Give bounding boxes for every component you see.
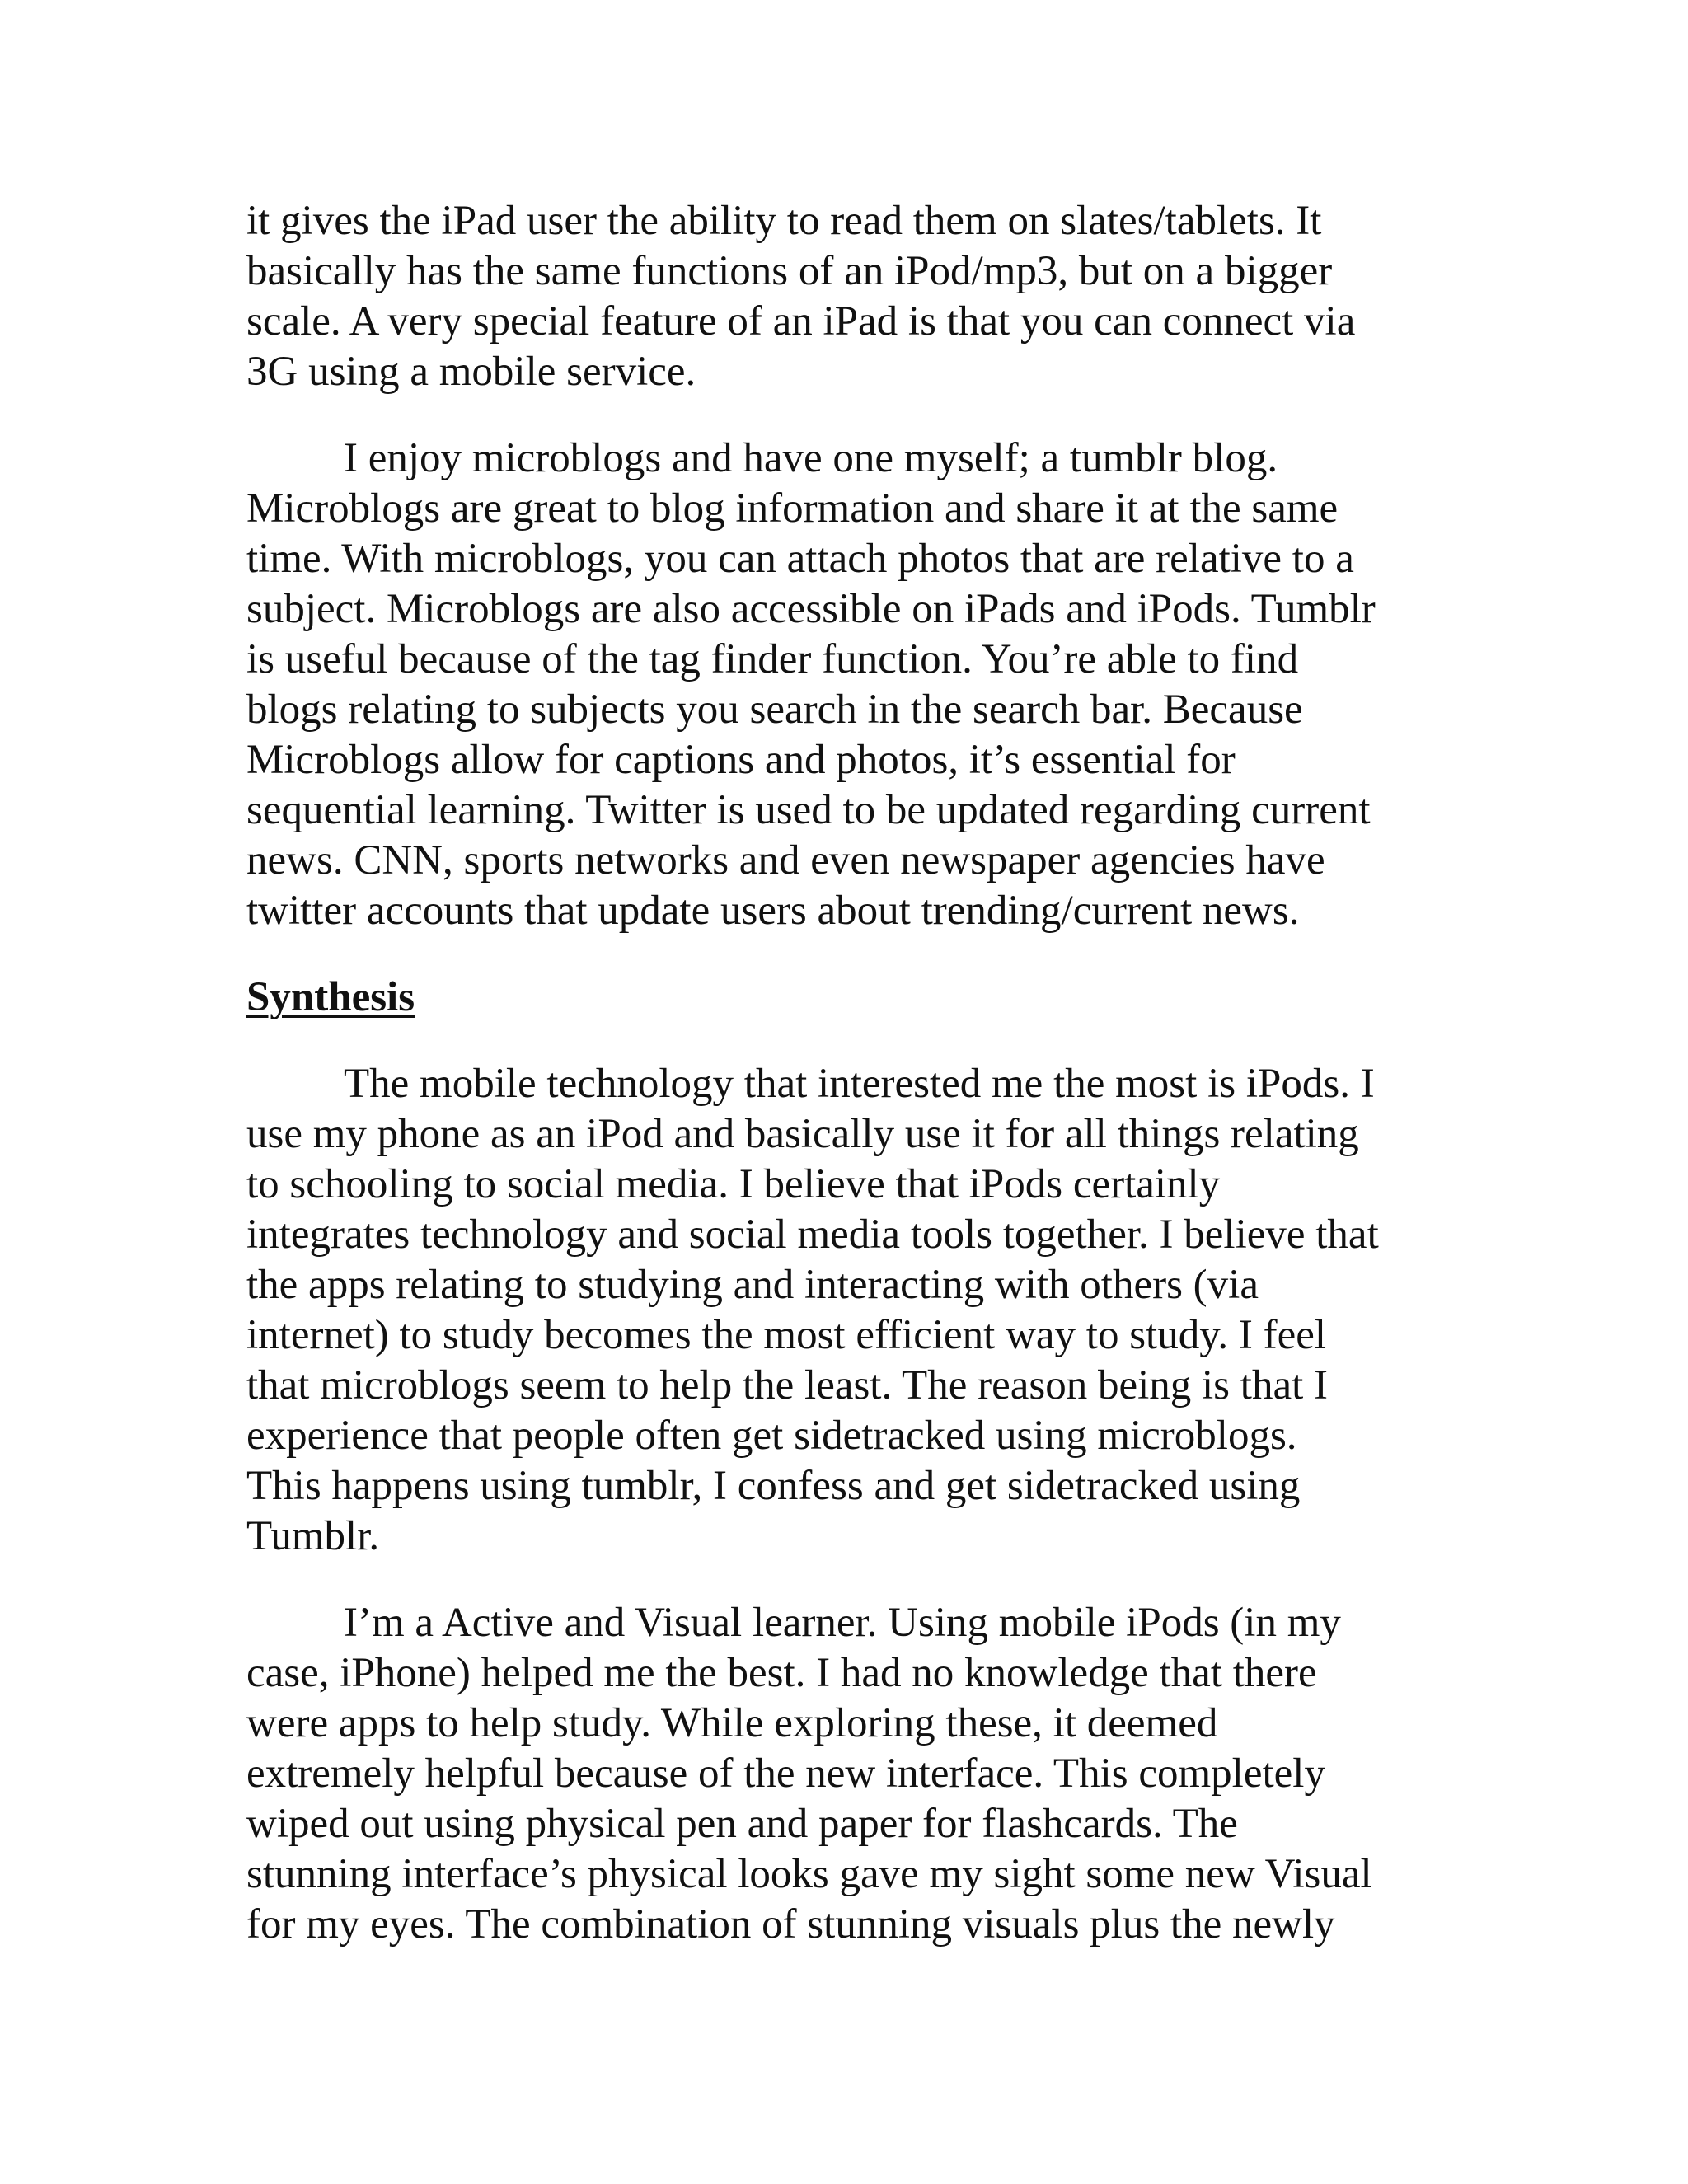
paragraph-microblogs [246, 434, 1450, 936]
text-line: for my eyes. The combination of stunning visuals plus the newly [246, 1901, 1335, 1947]
text-line: it gives the iPad user the ability to read them on slates/tablets. It [246, 198, 1322, 244]
text-line: case, iPhone) helped me the best. I had no knowledge that there [246, 1650, 1317, 1696]
text-line: Microblogs allow for captions and photos, it’s essential for [246, 737, 1236, 783]
text-line: blogs relating to subjects you search in the search bar. Because [246, 687, 1303, 733]
text-line: internet) to study becomes the most efficient way to study. I feel [246, 1312, 1327, 1358]
text-line: The mobile technology that interested me the most is iPods. I [344, 1061, 1375, 1107]
section-heading-synthesis: Synthesis [246, 974, 415, 1020]
text-line: to schooling to social media. I believe that iPods certainly [246, 1161, 1221, 1207]
text-line: is useful because of the tag finder function. You’re able to find [246, 636, 1299, 682]
text-line: scale. A very special feature of an iPad is that you can connect via [246, 298, 1356, 344]
text-line: news. CNN, sports networks and even newspaper agencies have [246, 837, 1325, 883]
text-line: use my phone as an iPod and basically use it for all things relating [246, 1111, 1359, 1157]
text-line: I’m a Active and Visual learner. Using mobile iPods (in my [344, 1600, 1341, 1646]
text-line: were apps to help study. While exploring these, it deemed [246, 1700, 1218, 1746]
paragraph-learner-style [246, 1598, 1450, 1950]
text-line: that microblogs seem to help the least. The reason being is that I [246, 1362, 1328, 1408]
text-line: subject. Microblogs are also accessible on iPads and iPods. Tumblr [246, 586, 1376, 632]
text-line: sequential learning. Twitter is used to be updated regarding current [246, 787, 1371, 833]
text-line: extremely helpful because of the new interface. This completely [246, 1750, 1325, 1797]
text-line: 3G using a mobile service. [246, 349, 696, 395]
text-line: This happens using tumblr, I confess and get sidetracked using [246, 1463, 1301, 1509]
text-line: time. With microblogs, you can attach photos that are relative to a [246, 536, 1354, 582]
text-line: twitter accounts that update users about trending/current news. [246, 888, 1300, 934]
text-line: stunning interface’s physical looks gave my sight some new Visual [246, 1851, 1372, 1897]
paragraph-synthesis-ipods [246, 1059, 1450, 1562]
text-line: Microblogs are great to blog information and share it at the same [246, 485, 1339, 532]
text-line: wiped out using physical pen and paper for flashcards. The [246, 1801, 1238, 1847]
text-line: experience that people often get sidetracked using microblogs. [246, 1413, 1297, 1459]
document-body [246, 196, 1450, 1986]
text-line: integrates technology and social media tools together. I believe that [246, 1212, 1379, 1258]
text-line: basically has the same functions of an iPod/mp3, but on a bigger [246, 248, 1333, 294]
text-line: the apps relating to studying and interacting with others (via [246, 1262, 1259, 1308]
text-line: I enjoy microblogs and have one myself; a tumblr blog. [344, 435, 1278, 481]
text-line: Tumblr. [246, 1513, 380, 1559]
paragraph-ipad-continuation [246, 196, 1450, 397]
